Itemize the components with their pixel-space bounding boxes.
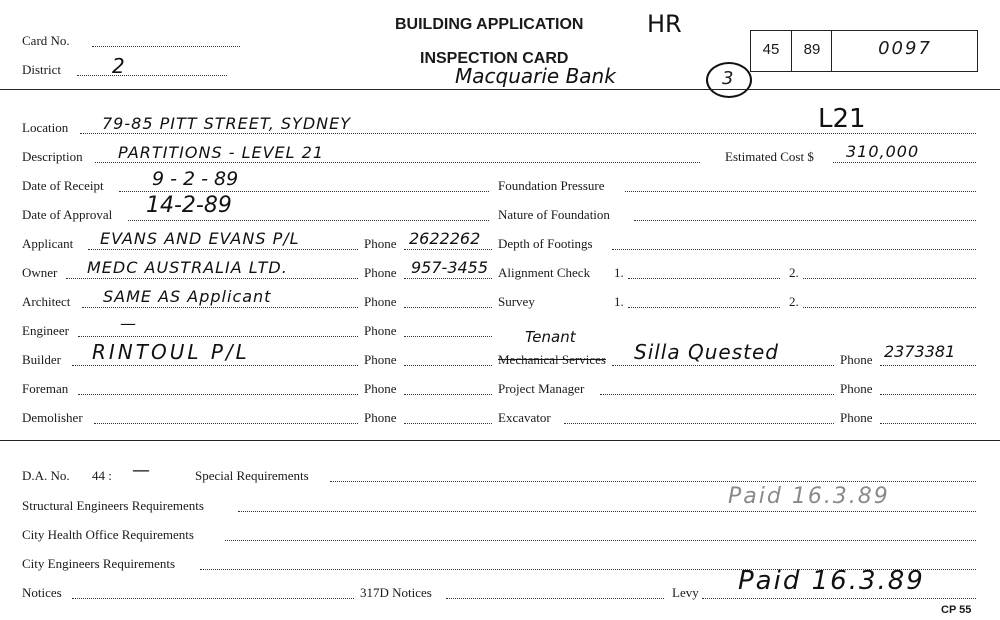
mechanical-phone-line (880, 365, 976, 366)
owner-phone-value: 957-3455 (411, 258, 489, 277)
structural-requirements-label: Structural Engineers Requirements (22, 498, 204, 513)
estimated-cost-line (833, 162, 976, 163)
district-label: District (22, 62, 61, 77)
structural-requirements-value: Paid 16.3.89 (728, 484, 890, 509)
nature-foundation-label: Nature of Foundation (498, 207, 610, 222)
ref-number-1: 45 (762, 41, 780, 58)
requirements-divider (0, 440, 1000, 441)
builder-phone-label: Phone (364, 352, 397, 367)
engineer-value: — (120, 314, 137, 333)
builder-line (72, 365, 358, 366)
alignment-num-2: 2. (789, 265, 799, 280)
mechanical-phone-value: 2373381 (884, 342, 956, 361)
survey-label: Survey (498, 294, 535, 309)
applicant-label: Applicant (22, 236, 74, 251)
notices-line (72, 598, 354, 599)
architect-value: SAME AS Applicant (103, 287, 272, 306)
approval-label: Date of Approval (22, 207, 113, 222)
builder-label: Builder (22, 352, 61, 367)
builder-phone-line (404, 365, 492, 366)
project-manager-phone-label: Phone (840, 381, 873, 396)
handwritten-hr: HR (647, 10, 682, 38)
mechanical-services-label: Mechanical Services (498, 352, 606, 367)
card-no-line (92, 46, 240, 47)
foreman-phone-line (404, 394, 492, 395)
applicant-phone-label: Phone (364, 236, 397, 251)
architect-line (82, 307, 358, 308)
description-line (95, 162, 700, 163)
survey-line-2 (803, 307, 976, 308)
da-value: 44 : (92, 468, 112, 483)
demolisher-phone-line (404, 423, 492, 424)
mechanical-services-line (612, 365, 834, 366)
special-requirements-line (330, 481, 976, 482)
depth-footings-label: Depth of Footings (498, 236, 593, 251)
city-engineers-label: City Engineers Requirements (22, 556, 176, 571)
description-label: Description (22, 149, 83, 164)
health-requirements-label: City Health Office Requirements (22, 527, 194, 542)
da-label: D.A. No. (22, 468, 70, 483)
receipt-line (119, 191, 489, 192)
builder-value: RINTOUL P/L (92, 340, 250, 364)
notices-label: Notices (22, 585, 62, 600)
approval-value: 14-2-89 (146, 193, 232, 218)
demolisher-label: Demolisher (22, 410, 83, 425)
alignment-label: Alignment Check (498, 265, 591, 280)
excavator-line (564, 423, 834, 424)
demolisher-line (94, 423, 358, 424)
alignment-line-1 (628, 278, 780, 279)
architect-phone-label: Phone (364, 294, 397, 309)
tenant-value: Tenant (525, 328, 576, 346)
depth-footings-line (612, 249, 976, 250)
engineer-label: Engineer (22, 323, 69, 338)
card-no-label: Card No. (22, 33, 70, 48)
district-value: 2 (112, 54, 125, 78)
alignment-num-1: 1. (614, 265, 624, 280)
survey-line-1 (628, 307, 780, 308)
form-title: BUILDING APPLICATION (395, 16, 584, 33)
estimated-cost-label: Estimated Cost $ (725, 149, 814, 164)
circled-note (706, 62, 752, 98)
owner-label: Owner (22, 265, 58, 280)
mechanical-services-value: Silla Quested (634, 340, 779, 364)
owner-phone-label: Phone (364, 265, 397, 280)
applicant-phone-line (404, 249, 492, 250)
ref-number-3: 0097 (878, 38, 932, 59)
architect-label: Architect (22, 294, 71, 309)
ref-number-2: 89 (803, 41, 821, 58)
receipt-label: Date of Receipt (22, 178, 104, 193)
location-value: 79-85 PITT STREET, SYDNEY (102, 114, 351, 133)
location-label: Location (22, 120, 69, 135)
survey-num-1: 1. (614, 294, 624, 309)
alignment-line-2 (803, 278, 976, 279)
owner-phone-line (404, 278, 492, 279)
owner-value: MEDC AUSTRALIA LTD. (87, 258, 288, 277)
excavator-phone-label: Phone (840, 410, 873, 425)
structural-requirements-line (238, 511, 976, 512)
handwritten-bank-note: Macquarie Bank (455, 64, 616, 88)
engineer-phone-line (404, 336, 492, 337)
excavator-label: Excavator (498, 410, 551, 425)
survey-num-2: 2. (789, 294, 799, 309)
header-divider (0, 89, 1000, 90)
receipt-value: 9 - 2 - 89 (152, 168, 239, 190)
health-requirements-line (225, 540, 976, 541)
engineer-phone-label: Phone (364, 323, 397, 338)
district-line (77, 75, 227, 76)
engineer-line (78, 336, 358, 337)
foundation-pressure-label: Foundation Pressure (498, 178, 605, 193)
approval-line (128, 220, 489, 221)
project-manager-phone-line (880, 394, 976, 395)
architect-phone-line (404, 307, 492, 308)
levy-label: Levy (672, 585, 699, 600)
project-manager-line (600, 394, 834, 395)
demolisher-phone-label: Phone (364, 410, 397, 425)
nature-foundation-line (634, 220, 976, 221)
location-note: L21 (818, 104, 866, 134)
project-manager-label: Project Manager (498, 381, 585, 396)
applicant-phone-value: 2622262 (409, 229, 481, 248)
applicant-value: EVANS AND EVANS P/L (100, 229, 300, 248)
da-dash: — (132, 460, 151, 481)
foreman-line (78, 394, 358, 395)
foundation-pressure-line (625, 191, 976, 192)
excavator-phone-line (880, 423, 976, 424)
estimated-cost-value: 310,000 (846, 142, 920, 161)
levy-line (702, 598, 976, 599)
levy-value: Paid 16.3.89 (738, 566, 925, 596)
form-code: CP 55 (941, 604, 972, 616)
notices-317d-label: 317D Notices (360, 585, 432, 600)
mechanical-phone-label: Phone (840, 352, 873, 367)
applicant-line (88, 249, 358, 250)
special-requirements-label: Special Requirements (195, 468, 309, 483)
foreman-phone-label: Phone (364, 381, 397, 396)
reference-number-box (750, 30, 978, 72)
circled-note-value: 3 (722, 68, 734, 89)
description-value: PARTITIONS - LEVEL 21 (118, 143, 324, 162)
owner-line (66, 278, 358, 279)
form-subtitle: INSPECTION CARD (420, 50, 569, 67)
foreman-label: Foreman (22, 381, 69, 396)
notices-317d-line (446, 598, 664, 599)
